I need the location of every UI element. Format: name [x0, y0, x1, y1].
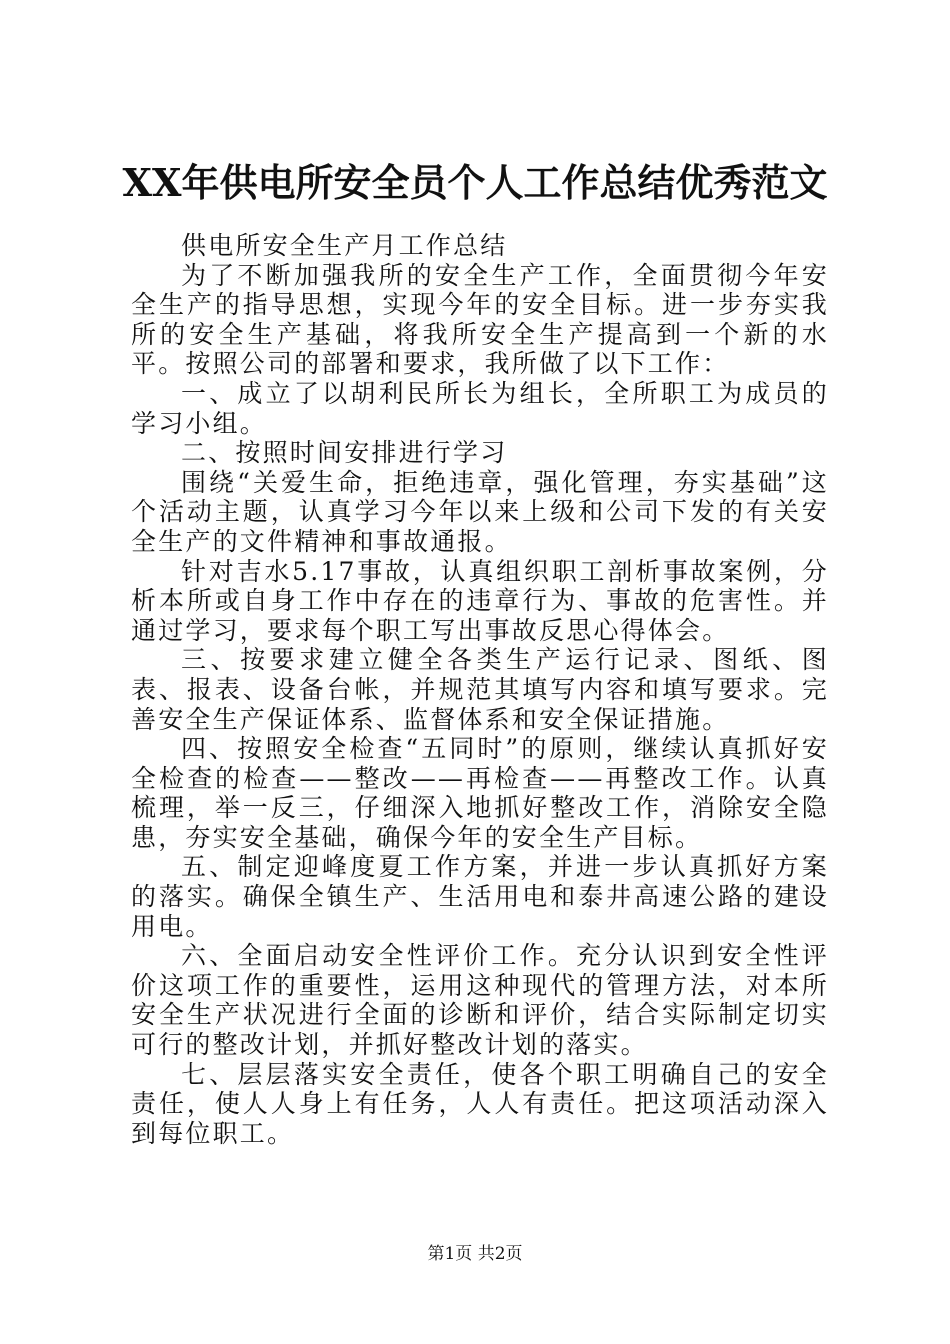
paragraph: 五、制定迎峰度夏工作方案，并进一步认真抓好方案的落实。确保全镇生产、生活用电和泰井高速公路的建设用电。	[131, 852, 829, 941]
paragraph: 七、层层落实安全责任，使各个职工明确自己的安全责任，使人人身上有任务，人人有责任。把这项活动深入到每位职工。	[131, 1059, 829, 1148]
paragraph: 一、成立了以胡利民所长为组长，全所职工为成员的学习小组。	[131, 378, 829, 438]
page-footer: 第1页 共2页	[427, 1244, 523, 1264]
paragraph: 围绕“关爱生命，拒绝违章，强化管理，夯实基础”这个活动主题，认真学习今年以来上级和公司下发的有关安全生产的文件精神和事故通报。	[131, 467, 829, 556]
paragraph-subtitle: 供电所安全生产月工作总结	[181, 231, 508, 260]
paragraph: 针对吉水5.17事故，认真组织职工剖析事故案例，分析本所或自身工作中存在的违章行为、事故的危害性。并通过学习，要求每个职工写出事故反思心得体会。	[131, 556, 829, 645]
paragraph: 为了不断加强我所的安全生产工作，全面贯彻今年安全生产的指导思想，实现今年的安全目标。进一步夯实我所的安全生产基础，将我所安全生产提高到一个新的水平。按照公司的部署和要求，我所做了以下工作：	[131, 260, 829, 379]
document-body	[131, 231, 829, 1148]
paragraph: 二、按照时间安排进行学习	[181, 438, 508, 468]
paragraph: 四、按照安全检查“五同时”的原则，继续认真抓好安全检查的检查——整改——再检查——再整改工作。认真梳理，举一反三，仔细深入地抓好整改工作，消除安全隐患，夯实安全基础，确保今年的安全生产目标。	[131, 734, 829, 852]
paragraph: 六、全面启动安全性评价工作。充分认识到安全性评价这项工作的重要性，运用这种现代的管理方法，对本所安全生产状况进行全面的诊断和评价，结合实际制定切实可行的整改计划，并抓好整改计划的落实。	[131, 941, 829, 1060]
document-title: XX年供电所安全员个人工作总结优秀范文	[122, 160, 828, 205]
paragraph: 三、按要求建立健全各类生产运行记录、图纸、图表、报表、设备台帐，并规范其填写内容和填写要求。完善安全生产保证体系、监督体系和安全保证措施。	[131, 645, 829, 734]
